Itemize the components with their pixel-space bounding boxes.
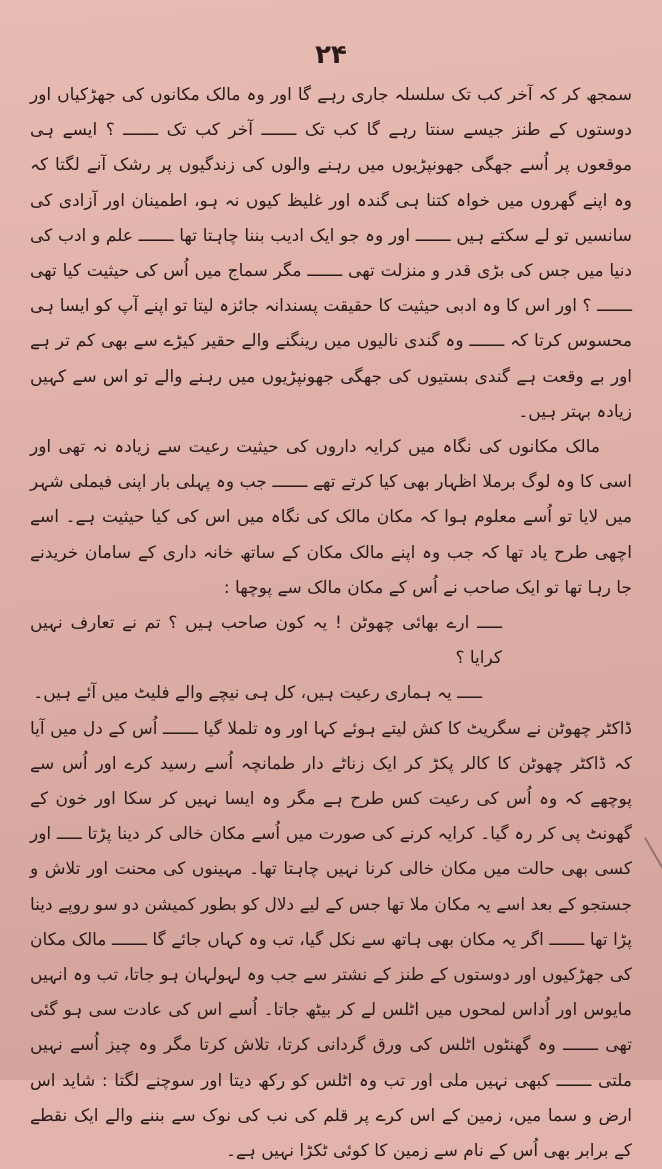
page-number: ۲۴: [315, 40, 347, 70]
page-edge-mark: [644, 837, 662, 873]
dialogue-answer: ـــــ یہ ہماری رعیت ہیں، کل ہی نیچے والے فلیٹ میں آئے ہیں۔: [33, 683, 482, 704]
paragraph-3: ڈاکٹر چھوٹن نے سگریٹ کا کش لیتے ہوئے کہا اور وہ تلملا گیا ـــــــ اُس کے دل میں آیا کہ ڈاکٹر چھوٹن کا کالر پکڑ کر ایک زناٹے دار طمانچہ اُسے رسید کرے اور اُس سے پوچھے کہ وہ اُس کی رعیت کس طرح ہے مگر وہ ایسا نہیں کر سکا اور خون کے گھونٹ پی کر رہ گیا۔ کرایہ کرنے کی صورت میں اُسے مکان خالی کر دینا پڑتا ـــــ اور کسی بھی حالت میں مکان خالی کرنا نہیں چاہتا تھا۔ مہینوں کی محنت اور تلاش و جستجو کے بعد اسے یہ مکان ملا تھا جس کے لیے دلال کو بطور کمیشن دو سو روپے دینا پڑا تھا ـــــــ اگر یہ مکان بھی ہاتھ سے نکل گیا، تب وہ کہاں جائے گا ـــــــ مالک مکان کی جھڑکیوں اور دوستوں کے طنز کے نشتر سے جب وہ لہولہان ہو جاتا، تب وہ انہیں مایوس اور اُداس لمحوں میں اٹلس لے کر بیٹھ جاتا۔ اُسے اس کی عادت سی ہو گئی تھی ـــــــ وہ گھنٹوں اٹلس کی ورق گردانی کرتا، تلاش کرتا مگر وہ چیز اُسے نہیں ملتی ـــــــ کبھی نہیں ملی اور تب وہ اٹلس کو رکھ دیتا اور سوچنے لگتا : شاید اس ارض و سما میں، زمین کے اس کرے پر قلم کی نب کی نوک سے بننے والے ایک نقطے کے برابر بھی اُس کے نام سے زمین کا کوئی ٹکڑا نہیں ہے۔: [30, 718, 632, 1162]
paragraph-2: مالک مکانوں کی نگاہ میں کرایہ داروں کی حیثیت رعیت سے زیادہ نہ تھی اور اسی کا وہ لوگ برملا اظہار بھی کیا کرتے تھے ـــــــ جب وہ پہلی بار اپنی فیملی شہر میں لایا تو اُسے معلوم ہوا کہ مکان مالک کی نگاہ میں اس کی کیا حیثیت ہے۔ اسے اچھی طرح یاد تھا کہ جب وہ اپنے مالک مکان کے ساتھ خانہ داری کے سامان خریدنے جا رہا تھا تو ایک صاحب نے اُس کے مکان مالک سے پوچھا :: [30, 437, 632, 598]
dialogue-question: ـــــ ارے بھائی چھوٹن ! یہ کون صاحب ہیں ؟ تم نے تعارف نہیں کرایا ؟: [30, 613, 502, 669]
page-body: [30, 78, 632, 1169]
paragraph-1: سمجھ کر کہ آخر کب تک سلسلہ جاری رہے گا اور وہ مالک مکانوں کی جھڑکیاں اور دوستوں کے طنز جیسے سنتا رہے گا کب تک ـــــــ آخر کب تک ـــــــ ؟ ایسے ہی موقعوں پر اُسے جھگی جھونپڑیوں میں رہنے والوں کی زندگیوں پر رشک آنے لگتا کہ وہ اپنے گھروں میں خواہ کتنا ہی گندہ اور غلیظ کیوں نہ ہو، اطمینان اور آزادی کی سانسیں تو لے سکتے ہیں ـــــــ اور وہ جو ایک ادیب بننا چاہتا تھا ـــــــ علم و ادب کی دنیا میں جس کی بڑی قدر و منزلت تھی ـــــــ مگر سماج میں اُس کی حیثیت کیا تھی ـــــــ ؟ اور اس کا وہ ادبی حیثیت کا حقیقت پسندانہ جائزہ لیتا تو اپنے آپ کو ایسا ہی محسوس کرتا کہ ـــــــ وہ گندی نالیوں میں رینگنے والے حقیر کیڑے سے بھی کم تر ہے اور بے وقعت ہے گندی بستیوں کی جھگی جھونپڑیوں میں رہنے والے تو اس سے کہیں زیادہ بہتر ہیں۔: [30, 85, 632, 422]
